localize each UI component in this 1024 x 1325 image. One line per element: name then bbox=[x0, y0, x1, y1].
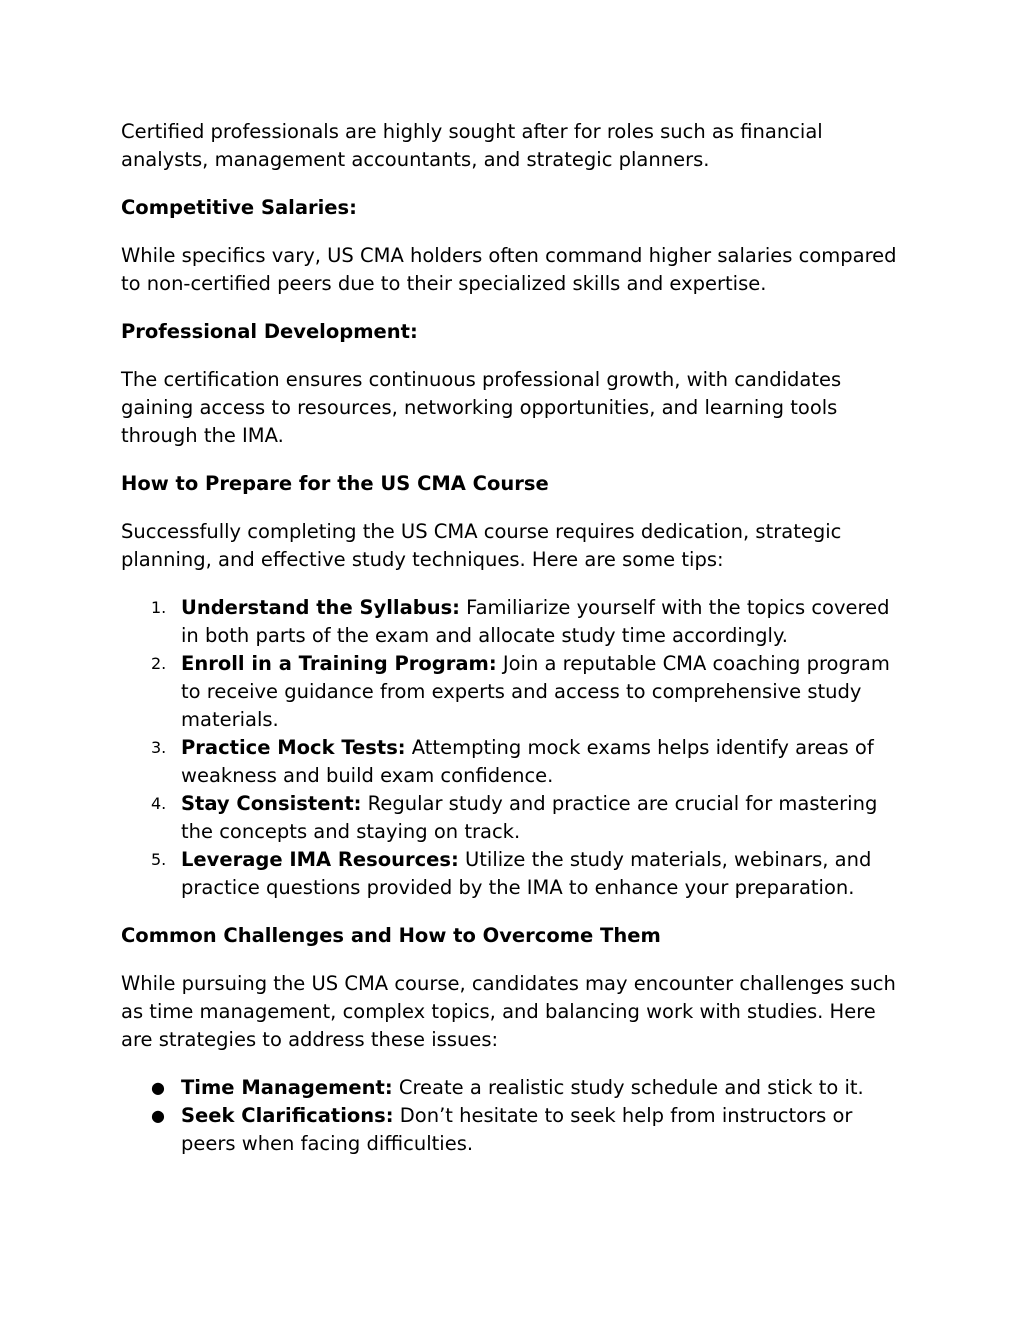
list-item bbox=[121, 650, 911, 734]
list-item-text: Familiarize yourself with the topics covered in both parts of the exam and allocate study time accordingly. bbox=[181, 596, 890, 647]
list-item bbox=[121, 846, 911, 902]
list-item bbox=[121, 734, 911, 790]
document-page bbox=[121, 118, 911, 1178]
list-item-text: Join a reputable CMA coaching program to receive guidance from experts and access to comprehensive study materials. bbox=[181, 652, 890, 731]
challenges-heading: Common Challenges and How to Overcome Them bbox=[121, 924, 661, 947]
list-item-text: Utilize the study materials, webinars, and practice questions provided by the IMA to enhance your preparation. bbox=[181, 848, 872, 899]
development-heading: Professional Development: bbox=[121, 320, 418, 343]
list-number: 5. bbox=[151, 850, 167, 869]
list-number: 3. bbox=[151, 738, 167, 757]
list-item-text: Regular study and practice are crucial for mastering the concepts and staying on track. bbox=[181, 792, 878, 843]
list-item-text: Create a realistic study schedule and stick to it. bbox=[392, 1076, 864, 1099]
list-item bbox=[121, 594, 911, 650]
list-item-term: Understand the Syllabus: bbox=[181, 596, 460, 619]
prepare-tips-list bbox=[121, 594, 911, 902]
bullet-icon: ● bbox=[151, 1078, 165, 1097]
prepare-heading: How to Prepare for the US CMA Course bbox=[121, 472, 549, 495]
list-item-text: Attempting mock exams helps identify areas of weakness and build exam confidence. bbox=[181, 736, 874, 787]
list-item-term: Stay Consistent: bbox=[181, 792, 362, 815]
list-item-term: Leverage IMA Resources: bbox=[181, 848, 459, 871]
list-item-term: Seek Clarifications: bbox=[181, 1104, 394, 1127]
list-item-text: Don’t hesitate to seek help from instructors or peers when facing difficulties. bbox=[181, 1104, 853, 1155]
list-number: 4. bbox=[151, 794, 167, 813]
list-item-term: Practice Mock Tests: bbox=[181, 736, 406, 759]
development-paragraph: The certification ensures continuous professional growth, with candidates gaining access to resources, networking opportunities, and learning tools through the IMA. bbox=[121, 368, 842, 447]
challenges-strategies-list bbox=[121, 1074, 911, 1158]
bullet-icon: ● bbox=[151, 1106, 165, 1125]
list-item-term: Enroll in a Training Program: bbox=[181, 652, 497, 675]
list-item bbox=[121, 1074, 911, 1102]
intro-paragraph: Certified professionals are highly sought after for roles such as financial analysts, management accountants, and strategic planners. bbox=[121, 120, 823, 171]
list-number: 1. bbox=[151, 598, 167, 617]
list-item bbox=[121, 1102, 911, 1158]
list-number: 2. bbox=[151, 654, 167, 673]
list-item bbox=[121, 790, 911, 846]
salaries-heading: Competitive Salaries: bbox=[121, 196, 357, 219]
challenges-paragraph: While pursuing the US CMA course, candidates may encounter challenges such as time management, complex topics, and balancing work with studies. Here are strategies to address these issues: bbox=[121, 972, 896, 1051]
prepare-paragraph: Successfully completing the US CMA course requires dedication, strategic planning, and effective study techniques. Here are some tips: bbox=[121, 520, 842, 571]
list-item-term: Time Management: bbox=[181, 1076, 393, 1099]
salaries-paragraph: While specifics vary, US CMA holders often command higher salaries compared to non-certified peers due to their specialized skills and expertise. bbox=[121, 244, 897, 295]
